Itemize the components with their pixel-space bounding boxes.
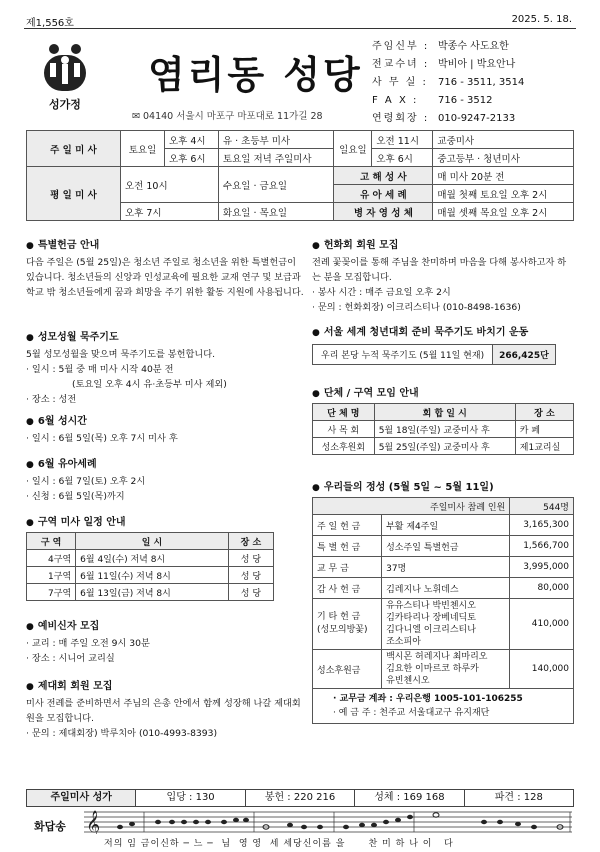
contact-value: 716 - 3511, 3514 — [438, 77, 525, 88]
mass-desc: 교중미사 — [433, 131, 574, 149]
hymn-bar-title: 주일미사 성가 — [27, 790, 136, 806]
section-title: ● 6월 유아세례 — [26, 455, 304, 470]
section-title: ● 구역 미사 일정 안내 — [26, 513, 304, 528]
section-body: 미사 전례를 준비하면서 주님의 은총 안에서 함께 성장해 나갈 제대회원을 모집합니다. — [26, 698, 301, 724]
offering-kind: 주 일 헌 금 — [313, 515, 382, 536]
table-cell: 6월 13일(금) 저녁 8시 — [76, 584, 229, 601]
table-cell: 카 페 — [515, 421, 573, 438]
mass-desc: 화요일 · 목요일 — [218, 203, 333, 221]
table-cell: 사 목 회 — [313, 421, 375, 438]
offering-table — [312, 497, 574, 724]
offering-amount: 3,995,000 — [510, 557, 574, 578]
table-row — [313, 515, 574, 536]
rosary-section — [26, 328, 304, 407]
table-row — [27, 584, 274, 601]
section-title: ● 제대회 회원 모집 — [26, 677, 304, 692]
sunday-label: 일요일 — [334, 131, 372, 167]
saturday-label: 토요일 — [121, 131, 165, 167]
sacrament-label: 고 해 성 사 — [334, 167, 433, 185]
logo-caption: 성가정 — [49, 98, 81, 111]
table-cell: 성 당 — [228, 567, 273, 584]
attendance-value: 544명 — [510, 498, 574, 515]
sacrament-value: 매월 셋째 목요일 오후 2시 — [433, 203, 574, 221]
contact-row — [372, 74, 524, 92]
section-title: ● 우리들의 정성 (5월 5일 ~ 5월 11일) — [312, 478, 574, 493]
offering-kind: 감 사 헌 금 — [313, 578, 382, 599]
list-item: · 문의 : 제대회장) 박루치아 (010-4993-8393) — [26, 726, 304, 741]
table-cell: 1구역 — [27, 567, 76, 584]
mail-icon: ✉ — [132, 111, 143, 122]
section-title: ● 성모성월 묵주기도 — [26, 328, 304, 343]
sacrament-label: 병 자 영 성 체 — [334, 203, 433, 221]
offering-amount: 140,000 — [510, 650, 574, 689]
column-header: 장 소 — [515, 404, 573, 421]
offering-amount: 1,566,700 — [510, 536, 574, 557]
offering-desc: 성소주일 특별헌금 — [382, 536, 510, 557]
contact-label: 사 무 실 : — [372, 77, 428, 88]
section-title: ● 특별헌금 안내 — [26, 236, 304, 251]
group-meetings-section — [312, 384, 574, 455]
table-cell: 제1교리실 — [515, 438, 573, 455]
contact-row — [372, 110, 524, 128]
contact-row — [372, 56, 524, 74]
sacrament-label: 유 아 세 례 — [334, 185, 433, 203]
list-item: · 일시 : 6월 5일(목) 오후 7시 미사 후 — [26, 431, 304, 446]
section-title: ● 단체 / 구역 모임 안내 — [312, 384, 574, 399]
account-holder-text: 예 금 주 : 천주교 서울대교구 유지재단 — [338, 708, 490, 718]
parish-name: 염리동 성당 — [148, 52, 363, 97]
offering-section — [312, 478, 574, 724]
sacrament-value: 매월 첫째 토요일 오후 2시 — [433, 185, 574, 203]
list-item: · 장소 : 성전 — [26, 392, 304, 407]
weekday-mass-title: 평 일 미 사 — [27, 167, 121, 221]
table-cell: 6월 4일(수) 저녁 8시 — [76, 550, 229, 567]
table-row — [313, 599, 574, 650]
table-cell: 성 당 — [228, 584, 273, 601]
table-cell: 4구역 — [27, 550, 76, 567]
list-item: · 일시 : 6월 7일(토) 오후 2시 — [26, 474, 304, 489]
section-body: 5월 성모성월을 맞으며 묵주기도를 봉헌합니다. — [26, 349, 216, 360]
mass-time: 오후 4시 — [165, 131, 219, 149]
table-cell: 성 당 — [228, 550, 273, 567]
hymn-bar — [26, 789, 574, 807]
offering-desc: 백시몬 허레지나 최마리오 김요한 이마르코 하루카 유빈첸시오 — [382, 650, 510, 689]
district-table — [26, 532, 274, 601]
bank-account: · 교무금 계좌 : 우리은행 1005-101-106255 — [333, 694, 523, 704]
account-holder: · 예 금 주 : 천주교 서울대교구 유지재단 — [333, 708, 490, 718]
mass-desc: 중고등부 · 청년미사 — [433, 149, 574, 167]
column-header: 회 합 일 시 — [374, 404, 515, 421]
offering-desc: 유유스티나 박빈첸시오 김카타리나 장베네딕토 김다니엘 이크리스티나 조소피아 — [382, 599, 510, 650]
hymn-offertory: 봉헌 : 220 216 — [246, 790, 355, 806]
contact-value: 716 - 3512 — [438, 95, 493, 106]
holy-family-logo-icon — [30, 40, 100, 95]
table-row — [27, 567, 274, 584]
contact-row — [372, 38, 524, 56]
hymn-dismissal: 파견 : 128 — [494, 792, 543, 803]
column-header: 구 역 — [27, 533, 76, 550]
contact-row — [372, 92, 524, 110]
bank-account-box — [313, 689, 574, 724]
list-item: · 신청 : 6월 5일(목)까지 — [26, 489, 304, 504]
section-body: 다음 주일은 (5월 25일)은 청소년 주일로 청소년을 위한 특별헌금이 있습니다. 청소년들의 신앙과 인성교육에 필요한 교재 연구 및 보급과 학교 밖 청소년들에게 꿈과 희망을 주기 위한 활동 지원에 사용됩니다. — [26, 257, 304, 298]
issue-date: 2025. 5. 18. — [511, 14, 572, 25]
holy-hour-section — [26, 412, 304, 446]
contact-label: F A X : — [372, 95, 419, 106]
mass-time: 오전 11시 — [372, 131, 433, 149]
list-item: · 교리 : 매 주일 오전 9시 30분 — [26, 636, 304, 651]
offering-kind: 성소후원금 — [313, 650, 382, 689]
rosary-count-value: 266,425단 — [493, 345, 556, 365]
mass-time: 오후 6시 — [372, 149, 433, 167]
attendance-label: 주일미사 참례 인원 — [313, 498, 510, 515]
district-mass-section — [26, 513, 304, 601]
section-title: ● 예비신자 모집 — [26, 617, 304, 632]
contact-value: 박비아 | 박요안나 — [438, 59, 516, 70]
mass-time: 오후 7시 — [121, 203, 219, 221]
contact-info — [372, 38, 524, 128]
column-header: 단 체 명 — [313, 404, 375, 421]
issue-number: 제1,556호 — [26, 18, 74, 29]
table-row — [313, 650, 574, 689]
offering-amount: 410,000 — [510, 599, 574, 650]
list-item: · 문의 : 헌화회장) 이크리스티나 (010-8498-1636) — [312, 300, 574, 315]
wyd-rosary-section — [312, 323, 574, 365]
contact-label: 주임신부 : — [372, 41, 430, 52]
list-item: · 장소 : 시니어 교리실 — [26, 651, 304, 666]
header-divider — [24, 28, 576, 29]
offering-amount: 80,000 — [510, 578, 574, 599]
section-title: ● 헌화회 회원 모집 — [312, 236, 574, 251]
special-offering-section — [26, 236, 304, 300]
list-note: (토요일 오후 4시 유·초등부 미사 제외) — [72, 379, 227, 390]
mass-schedule-table — [26, 130, 574, 221]
music-staff-icon — [84, 808, 574, 837]
column-header: 장 소 — [228, 533, 273, 550]
address — [132, 108, 323, 122]
offering-kind: 기 타 헌 금 (성모의방꽃) — [313, 599, 382, 650]
contact-value: 박종수 사도요한 — [438, 41, 509, 52]
table-cell: 성소후원회 — [313, 438, 375, 455]
mass-desc: 수요일 · 금요일 — [218, 167, 333, 203]
table-cell: 7구역 — [27, 584, 76, 601]
contact-label: 연령회장 : — [372, 113, 430, 124]
offering-desc: 37명 — [382, 557, 510, 578]
table-row — [313, 536, 574, 557]
offering-amount: 3,165,300 — [510, 515, 574, 536]
sunday-mass-title: 주 일 미 사 — [27, 131, 121, 167]
infant-baptism-section — [26, 455, 304, 504]
mass-desc: 토요일 저녁 주일미사 — [218, 149, 333, 167]
contact-label: 전교수녀 : — [372, 59, 430, 70]
mass-desc: 유 · 초등부 미사 — [218, 131, 333, 149]
rosary-count-label: 우리 본당 누적 묵주기도 (5월 11일 현재) — [313, 345, 493, 365]
psalm-label: 화답송 — [34, 820, 66, 833]
table-row — [313, 578, 574, 599]
flower-society-section — [312, 236, 574, 315]
table-row — [313, 438, 574, 455]
section-title: ● 서울 세계 청년대회 준비 묵주기도 바치기 운동 — [312, 323, 574, 338]
altar-society-section — [26, 677, 304, 741]
rosary-count-table — [312, 344, 556, 365]
list-item: · 봉사 시간 : 매주 금요일 오후 2시 — [312, 285, 574, 300]
mass-time: 오전 10시 — [121, 167, 219, 203]
contact-value: 010-9247-2133 — [438, 113, 516, 124]
table-cell: 5월 18일(주일) 교중미사 후 — [374, 421, 515, 438]
hymn-communion: 성체 : 169 168 — [355, 790, 464, 806]
list-item: · 일시 : 5월 중 매 미사 시작 40분 전 — [26, 362, 304, 377]
mass-time: 오후 6시 — [165, 149, 219, 167]
sacrament-value: 매 미사 20분 전 — [433, 167, 574, 185]
table-row — [27, 550, 274, 567]
table-row — [313, 421, 574, 438]
offering-kind: 특 별 헌 금 — [313, 536, 382, 557]
section-title: ● 6월 성시간 — [26, 412, 304, 427]
offering-desc: 김레지나 노휘데스 — [382, 578, 510, 599]
catechumen-section — [26, 617, 304, 666]
column-header: 일 시 — [76, 533, 229, 550]
svg-text:𝄞: 𝄞 — [86, 810, 101, 834]
group-meetings-table — [312, 403, 574, 455]
section-body: 전례 꽃꽂이를 통해 주님을 찬미하며 마음을 다해 봉사하고자 하는 분을 모집합니다. — [312, 257, 567, 283]
bank-account-text: 교무금 계좌 : 우리은행 1005-101-106255 — [339, 694, 523, 704]
psalm-lyrics: 저의 임 금이신하 ─ 느 ─ 님 영 영 세 세당신이름 을 찬 미 하 나 이 다 — [104, 839, 454, 849]
offering-desc: 부활 제4주일 — [382, 515, 510, 536]
table-row — [313, 557, 574, 578]
offering-kind: 교 무 금 — [313, 557, 382, 578]
hymn-entrance: 입당 : 130 — [136, 790, 245, 806]
table-cell: 6월 11일(수) 저녁 8시 — [76, 567, 229, 584]
address-text: 04140 서울시 마포구 마포대로 11가길 28 — [142, 111, 323, 122]
table-cell: 5월 25일(주일) 교중미사 후 — [374, 438, 515, 455]
